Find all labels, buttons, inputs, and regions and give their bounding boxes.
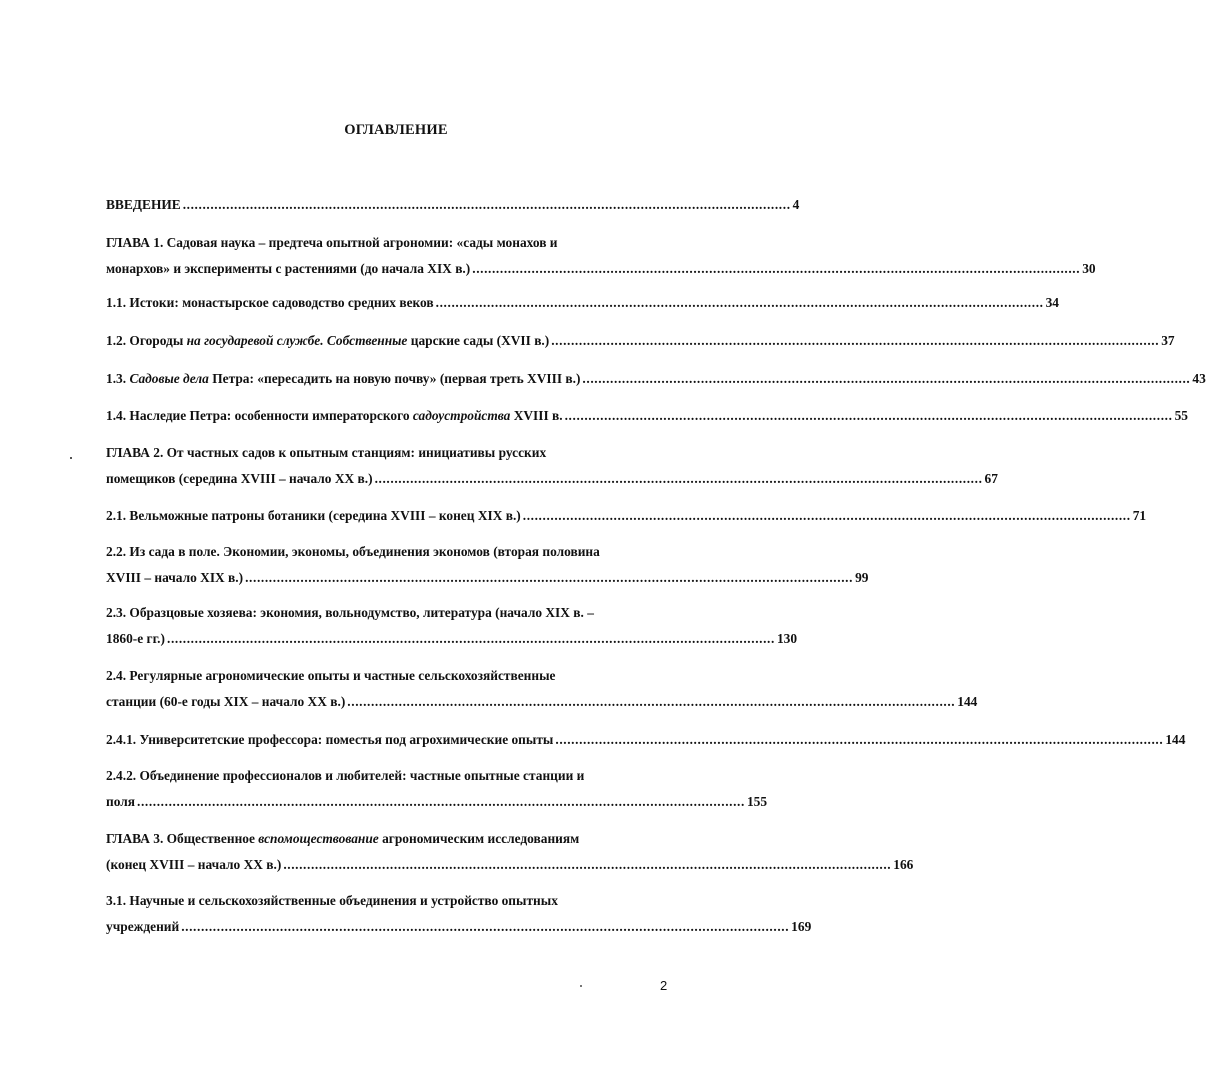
toc-entry-title: поля xyxy=(106,794,135,809)
toc-page-number: 166 xyxy=(893,857,914,872)
toc-entry-title-line: 2.4. Регулярные агрономические опыты и частные сельскохозяйственные xyxy=(106,668,556,683)
scan-speck xyxy=(70,457,72,459)
scan-speck xyxy=(580,985,582,987)
toc-entry-title: 1860-е гг.) xyxy=(106,631,165,646)
toc-entry xyxy=(106,663,978,715)
toc-entry xyxy=(106,230,1096,282)
toc-page-number: 130 xyxy=(776,631,798,646)
toc-entry-title: ВВЕДЕНИЕ xyxy=(106,197,181,212)
dot-leader: .......................................................................................................................................................... xyxy=(582,371,1191,386)
toc-entry-title-line: ГЛАВА 1. Садовая наука – предтеча опытной агрономии: «сады монахов и xyxy=(106,235,558,250)
toc-entry-title: 1.1. Истоки: монастырское садоводство средних веков xyxy=(106,295,434,310)
dot-leader: .......................................................................................................................................................... xyxy=(347,694,956,709)
toc-entry xyxy=(106,403,1188,429)
toc-entry-title: 2.4.1. Университетские профессора: поместья под агрохимические опыты xyxy=(106,732,554,747)
toc-page-number: 99 xyxy=(855,570,869,585)
toc-entry xyxy=(106,539,869,591)
dot-leader: .......................................................................................................................................................... xyxy=(182,197,791,212)
toc-page-number: 34 xyxy=(1045,295,1059,310)
toc-page-number: 67 xyxy=(984,471,998,486)
toc-entry-title: (конец XVIII – начало XX в.) xyxy=(106,857,282,872)
toc-entry-title-line: 2.4.2. Объединение профессионалов и любителей: частные опытные станции и xyxy=(106,768,585,783)
toc-page-number: 144 xyxy=(957,694,978,709)
toc-entry-title: станции (60-е годы XIX – начало XX в.) xyxy=(106,694,346,709)
toc-page-number: 55 xyxy=(1174,408,1188,423)
dot-leader: .......................................................................................................................................................... xyxy=(245,570,854,585)
toc-entry-title: XVIII – начало XIX в.) xyxy=(106,570,244,585)
toc-page-number: 37 xyxy=(1161,333,1175,348)
toc-page-number: 144 xyxy=(1165,732,1186,747)
toc-page-number: 4 xyxy=(792,197,800,212)
toc-entry-title-line: 3.1. Научные и сельскохозяйственные объединения и устройство опытных xyxy=(106,893,558,908)
toc-entry xyxy=(106,503,1147,529)
dot-leader: .......................................................................................................................................................... xyxy=(472,261,1081,276)
dot-leader: .......................................................................................................................................................... xyxy=(181,919,790,934)
toc-page-number: 155 xyxy=(746,794,768,809)
toc-entry xyxy=(106,600,798,652)
toc-entry-title-line: 2.2. Из сада в поле. Экономии, экономы, объединения экономов (вторая половина xyxy=(106,544,600,559)
dot-leader: .......................................................................................................................................................... xyxy=(374,471,983,486)
dot-leader: .......................................................................................................................................................... xyxy=(555,732,1164,747)
toc-entry xyxy=(106,440,998,492)
toc-entry-title: 2.1. Вельможные патроны ботаники (середина XVIII – конец XIX в.) xyxy=(106,508,521,523)
toc-entry-title-line: ГЛАВА 3. Общественное вспомоществование агрономическим исследованиям xyxy=(106,831,580,846)
toc-entry xyxy=(106,763,768,815)
dot-leader: .......................................................................................................................................................... xyxy=(435,295,1044,310)
toc-entry xyxy=(106,328,1175,354)
page-title: ОГЛАВЛЕНИЕ xyxy=(344,122,448,138)
toc-entry-title: учреждений xyxy=(106,919,180,934)
toc-page-number: 169 xyxy=(791,919,812,934)
toc-page-number: 43 xyxy=(1192,371,1206,386)
dot-leader: .......................................................................................................................................................... xyxy=(137,794,745,809)
toc-page-number: 30 xyxy=(1082,261,1096,276)
toc-entry-title: помещиков (середина XVIII – начало XX в.) xyxy=(106,471,373,486)
dot-leader: .......................................................................................................................................................... xyxy=(522,508,1131,523)
dot-leader: .......................................................................................................................................................... xyxy=(564,408,1173,423)
toc-entry-title-line: 2.3. Образцовые хозяева: экономия, вольнодумство, литература (начало XIX в. – xyxy=(106,605,594,620)
toc-entry-title-line: ГЛАВА 2. От частных садов к опытным станциям: инициативы русских xyxy=(106,445,547,460)
dot-leader: .......................................................................................................................................................... xyxy=(283,857,892,872)
toc-entry xyxy=(106,888,812,940)
toc-page-number: 71 xyxy=(1132,508,1147,523)
dot-leader: .......................................................................................................................................................... xyxy=(167,631,775,646)
toc-entry xyxy=(106,826,914,878)
toc-entry-title: 1.2. Огороды на государевой службе. Собственные царские сады (XVII в.) xyxy=(106,333,550,348)
toc-entry xyxy=(106,727,1186,753)
toc-entry xyxy=(106,290,1059,316)
toc-entry-title: 1.3. Садовые дела Петра: «пересадить на новую почву» (первая треть XVIII в.) xyxy=(106,371,581,386)
toc-entry xyxy=(106,366,1206,392)
toc-entry-title: монархов» и эксперименты с растениями (до начала XIX в.) xyxy=(106,261,471,276)
dot-leader: .......................................................................................................................................................... xyxy=(551,333,1160,348)
toc-entry-title: 1.4. Наследие Петра: особенности императорского садоустройства XVIII в. xyxy=(106,408,563,423)
toc-entry xyxy=(106,192,800,218)
page-number: 2 xyxy=(660,978,668,993)
